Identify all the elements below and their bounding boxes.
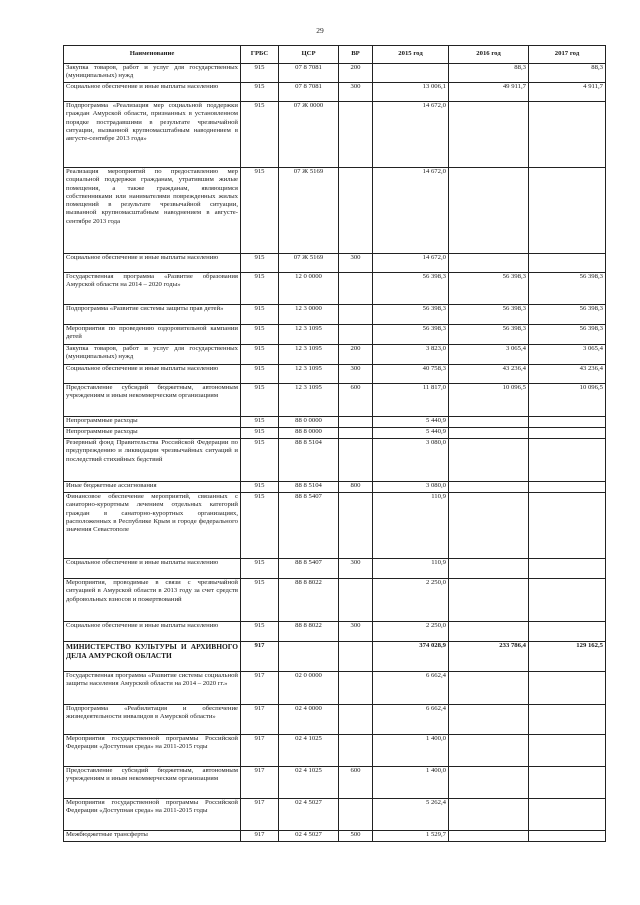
row-vr: 300 [339,559,373,579]
row-grbs: 915 [241,622,279,642]
header-2015: 2015 год [373,46,449,64]
row-amount-2015: 11 817,0 [373,384,449,417]
row-name: Мероприятия по проведению оздоровительной кампании детей [64,325,241,345]
row-csr: 88 0 0000 [279,417,339,428]
row-vr: 600 [339,767,373,799]
header-2016: 2016 год [449,46,529,64]
table-row [64,831,606,842]
row-csr: 88 8 5407 [279,493,339,559]
row-csr: 02 0 0000 [279,672,339,705]
row-grbs: 917 [241,767,279,799]
row-vr: 500 [339,831,373,842]
row-vr [339,672,373,705]
row-grbs: 915 [241,273,279,305]
row-amount-2015: 6 662,4 [373,672,449,705]
row-amount-2016 [449,705,529,735]
row-grbs: 917 [241,799,279,831]
row-amount-2015: 14 672,0 [373,102,449,168]
table-row [64,799,606,831]
row-grbs: 915 [241,439,279,482]
header-grbs: ГРБС [241,46,279,64]
row-csr: 12 3 0000 [279,305,339,325]
row-amount-2016 [449,493,529,559]
row-name: Социальное обеспечение и иные выплаты населению [64,622,241,642]
row-grbs: 915 [241,254,279,273]
row-csr: 12 3 1095 [279,345,339,365]
row-amount-2017 [529,417,606,428]
row-csr: 88 8 5407 [279,559,339,579]
row-amount-2017: 129 162,5 [529,642,606,672]
row-amount-2017: 56 398,3 [529,273,606,305]
table-row [64,622,606,642]
header-2017: 2017 год [529,46,606,64]
row-amount-2017 [529,102,606,168]
row-name: Финансовое обеспечение мероприятий, связанных с санаторно-курортным лечением отдельных категорий граждан в санаторно-курортных организациях, расположенных в Республике Крым и городе федерального значения Севастополе [64,493,241,559]
row-amount-2016 [449,672,529,705]
row-amount-2015: 1 529,7 [373,831,449,842]
row-amount-2016: 3 065,4 [449,345,529,365]
row-grbs: 915 [241,365,279,384]
row-amount-2016 [449,559,529,579]
row-amount-2015: 6 662,4 [373,705,449,735]
row-amount-2017 [529,493,606,559]
row-grbs: 915 [241,64,279,83]
row-amount-2017 [529,559,606,579]
budget-table [63,45,606,842]
row-amount-2017 [529,705,606,735]
row-amount-2017 [529,168,606,254]
row-csr: 07 Ж 5169 [279,168,339,254]
table-row [64,102,606,168]
row-name: Непрограммные расходы [64,428,241,439]
row-csr: 07 Ж 5169 [279,254,339,273]
row-amount-2015: 3 080,0 [373,482,449,493]
row-vr [339,417,373,428]
row-amount-2015: 56 398,3 [373,325,449,345]
row-amount-2017 [529,254,606,273]
row-amount-2015: 3 823,0 [373,345,449,365]
row-name: Мероприятия, проводимые в связи с чрезвычайной ситуацией в Амурской области в 2013 году за счет средств добровольных взносов и пожертвований [64,579,241,622]
row-amount-2015: 110,9 [373,493,449,559]
row-name: Социальное обеспечение и иные выплаты населению [64,559,241,579]
row-name: Социальное обеспечение и иные выплаты населению [64,254,241,273]
row-amount-2015 [373,64,449,83]
row-csr: 12 3 1095 [279,384,339,417]
row-name: Мероприятия государственной программы Российской Федерации «Доступная среда» на 2011-2015 годы [64,799,241,831]
row-csr: 02 4 0000 [279,705,339,735]
row-vr [339,642,373,672]
row-vr: 200 [339,64,373,83]
row-csr: 02 4 1025 [279,767,339,799]
row-csr: 88 8 0000 [279,428,339,439]
row-name: Социальное обеспечение и иные выплаты населению [64,83,241,102]
row-amount-2017: 56 398,3 [529,305,606,325]
row-vr [339,168,373,254]
table-row [64,64,606,83]
row-csr: 88 8 5104 [279,439,339,482]
row-grbs: 917 [241,672,279,705]
row-csr [279,642,339,672]
row-name: Подпрограмма «Реализация мер социальной поддержки граждан Амурской области, признанных в установленном порядке пострадавшими в результате чрезвычайной ситуации, вызванной крупномасштабным наводнением в августе-сентябре 2013 года» [64,102,241,168]
row-vr [339,735,373,767]
row-amount-2015: 56 398,3 [373,305,449,325]
row-grbs: 915 [241,579,279,622]
row-vr [339,273,373,305]
table-header-row [64,46,606,64]
table-row [64,482,606,493]
row-name: Государственная программа «Развитие образования Амурской области на 2014 – 2020 годы» [64,273,241,305]
row-amount-2015: 3 080,0 [373,439,449,482]
row-csr: 88 8 5104 [279,482,339,493]
page-number: 29 [316,26,324,35]
row-vr: 300 [339,622,373,642]
header-name: Наименование [64,46,241,64]
row-vr: 800 [339,482,373,493]
row-name: Межбюджетные трансферты [64,831,241,842]
row-amount-2016 [449,622,529,642]
row-amount-2015: 40 758,3 [373,365,449,384]
row-grbs: 915 [241,428,279,439]
row-amount-2015: 374 028,9 [373,642,449,672]
row-amount-2015: 110,9 [373,559,449,579]
table-row [64,365,606,384]
row-amount-2015: 14 672,0 [373,168,449,254]
row-name: Резервный фонд Правительства Российской Федерации по предупреждению и ликвидации чрезвычайных ситуаций и последствий стихийных бедствий [64,439,241,482]
row-grbs: 915 [241,305,279,325]
row-grbs: 915 [241,168,279,254]
row-vr: 300 [339,83,373,102]
row-grbs: 915 [241,102,279,168]
row-vr [339,439,373,482]
row-vr: 600 [339,384,373,417]
row-name: Закупка товаров, работ и услуг для государственных (муниципальных) нужд [64,345,241,365]
row-csr: 12 3 1095 [279,365,339,384]
row-name: Реализация мероприятий по предоставлению мер социальной поддержки гражданам, утратившим жилые помещения, а также гражданам, являющимся собственниками или нанимателями поврежденных жилых помещений в результате чрезвычайной ситуации, вызванной крупномасштабным наводнением в августе-сентябре 2013 года [64,168,241,254]
row-csr: 88 8 8022 [279,579,339,622]
row-grbs: 915 [241,493,279,559]
table-row [64,83,606,102]
row-amount-2015: 2 250,0 [373,579,449,622]
table-row [64,384,606,417]
row-amount-2016: 10 096,5 [449,384,529,417]
row-amount-2016: 43 236,4 [449,365,529,384]
row-amount-2017 [529,428,606,439]
row-grbs: 917 [241,642,279,672]
row-grbs: 917 [241,705,279,735]
row-amount-2017: 4 911,7 [529,83,606,102]
row-amount-2016 [449,735,529,767]
row-csr: 07 8 7081 [279,64,339,83]
row-amount-2017: 10 096,5 [529,384,606,417]
row-amount-2017 [529,439,606,482]
row-amount-2017: 3 065,4 [529,345,606,365]
row-amount-2016 [449,831,529,842]
header-vr: ВР [339,46,373,64]
row-amount-2017 [529,831,606,842]
row-amount-2017: 88,3 [529,64,606,83]
row-grbs: 915 [241,482,279,493]
row-amount-2016 [449,579,529,622]
row-csr: 07 8 7081 [279,83,339,102]
table-row [64,168,606,254]
row-amount-2016: 49 911,7 [449,83,529,102]
row-amount-2017 [529,735,606,767]
row-amount-2017 [529,672,606,705]
row-name: Предоставление субсидий бюджетным, автономным учреждениям и иным некоммерческим организациям [64,384,241,417]
row-name: Предоставление субсидий бюджетным, автономным учреждениям и иным некоммерческим организациям [64,767,241,799]
row-amount-2015: 5 440,9 [373,417,449,428]
row-csr: 02 4 5027 [279,799,339,831]
table-row [64,305,606,325]
row-grbs: 915 [241,83,279,102]
row-amount-2015: 14 672,0 [373,254,449,273]
table-row [64,767,606,799]
row-amount-2016: 233 786,4 [449,642,529,672]
row-vr: 300 [339,365,373,384]
row-grbs: 915 [241,417,279,428]
row-amount-2017: 56 398,3 [529,325,606,345]
row-amount-2016: 56 398,3 [449,325,529,345]
row-name: Государственная программа «Развитие системы социальной защиты населения Амурской области на 2014 – 2020 гг.» [64,672,241,705]
row-csr: 12 3 1095 [279,325,339,345]
row-amount-2017 [529,482,606,493]
table-row [64,439,606,482]
row-grbs: 915 [241,384,279,417]
row-amount-2015: 1 400,0 [373,735,449,767]
row-grbs: 917 [241,831,279,842]
row-vr [339,102,373,168]
row-amount-2015: 5 262,4 [373,799,449,831]
table-row [64,428,606,439]
row-name: Закупка товаров, работ и услуг для государственных (муниципальных) нужд [64,64,241,83]
row-amount-2017 [529,622,606,642]
row-amount-2016 [449,428,529,439]
row-amount-2016: 56 398,3 [449,273,529,305]
row-amount-2015: 56 398,3 [373,273,449,305]
row-name: Подпрограмма «Реабилитация и обеспечение жизнедеятельности инвалидов в Амурской области» [64,705,241,735]
row-vr: 300 [339,254,373,273]
row-amount-2016 [449,767,529,799]
row-csr: 02 4 5027 [279,831,339,842]
row-amount-2017: 43 236,4 [529,365,606,384]
row-vr [339,305,373,325]
row-amount-2016 [449,102,529,168]
table-row [64,672,606,705]
table-row [64,273,606,305]
row-amount-2016 [449,799,529,831]
row-name: Непрограммные расходы [64,417,241,428]
row-name: Иные бюджетные ассигнования [64,482,241,493]
row-amount-2017 [529,579,606,622]
row-csr: 88 8 8022 [279,622,339,642]
row-csr: 02 4 1025 [279,735,339,767]
row-vr [339,799,373,831]
table-row [64,325,606,345]
row-name: Мероприятия государственной программы Российской Федерации «Доступная среда» на 2011-2015 годы [64,735,241,767]
row-grbs: 915 [241,345,279,365]
table-row [64,735,606,767]
row-amount-2016 [449,482,529,493]
row-name: МИНИСТЕРСТВО КУЛЬТУРЫ И АРХИВНОГО ДЕЛА АМУРСКОЙ ОБЛАСТИ [64,642,241,672]
row-amount-2015: 13 006,1 [373,83,449,102]
row-amount-2017 [529,799,606,831]
row-amount-2016 [449,168,529,254]
table-row [64,705,606,735]
row-amount-2016: 88,3 [449,64,529,83]
row-amount-2016 [449,439,529,482]
row-amount-2016 [449,254,529,273]
row-name: Подпрограмма «Развитие системы защиты прав детей» [64,305,241,325]
row-amount-2015: 5 440,9 [373,428,449,439]
table-row [64,642,606,672]
row-name: Социальное обеспечение и иные выплаты населению [64,365,241,384]
header-csr: ЦСР [279,46,339,64]
table-row [64,417,606,428]
row-amount-2017 [529,767,606,799]
row-amount-2016: 56 398,3 [449,305,529,325]
row-vr [339,579,373,622]
row-grbs: 917 [241,735,279,767]
row-grbs: 915 [241,325,279,345]
row-vr: 200 [339,345,373,365]
table-row [64,254,606,273]
row-amount-2016 [449,417,529,428]
row-vr [339,493,373,559]
table-row [64,579,606,622]
table-row [64,345,606,365]
row-csr: 12 0 0000 [279,273,339,305]
row-vr [339,428,373,439]
row-vr [339,705,373,735]
row-amount-2015: 2 250,0 [373,622,449,642]
row-amount-2015: 1 400,0 [373,767,449,799]
row-grbs: 915 [241,559,279,579]
row-csr: 07 Ж 0000 [279,102,339,168]
table-body [64,64,606,842]
row-vr [339,325,373,345]
table-row [64,493,606,559]
table-row [64,559,606,579]
